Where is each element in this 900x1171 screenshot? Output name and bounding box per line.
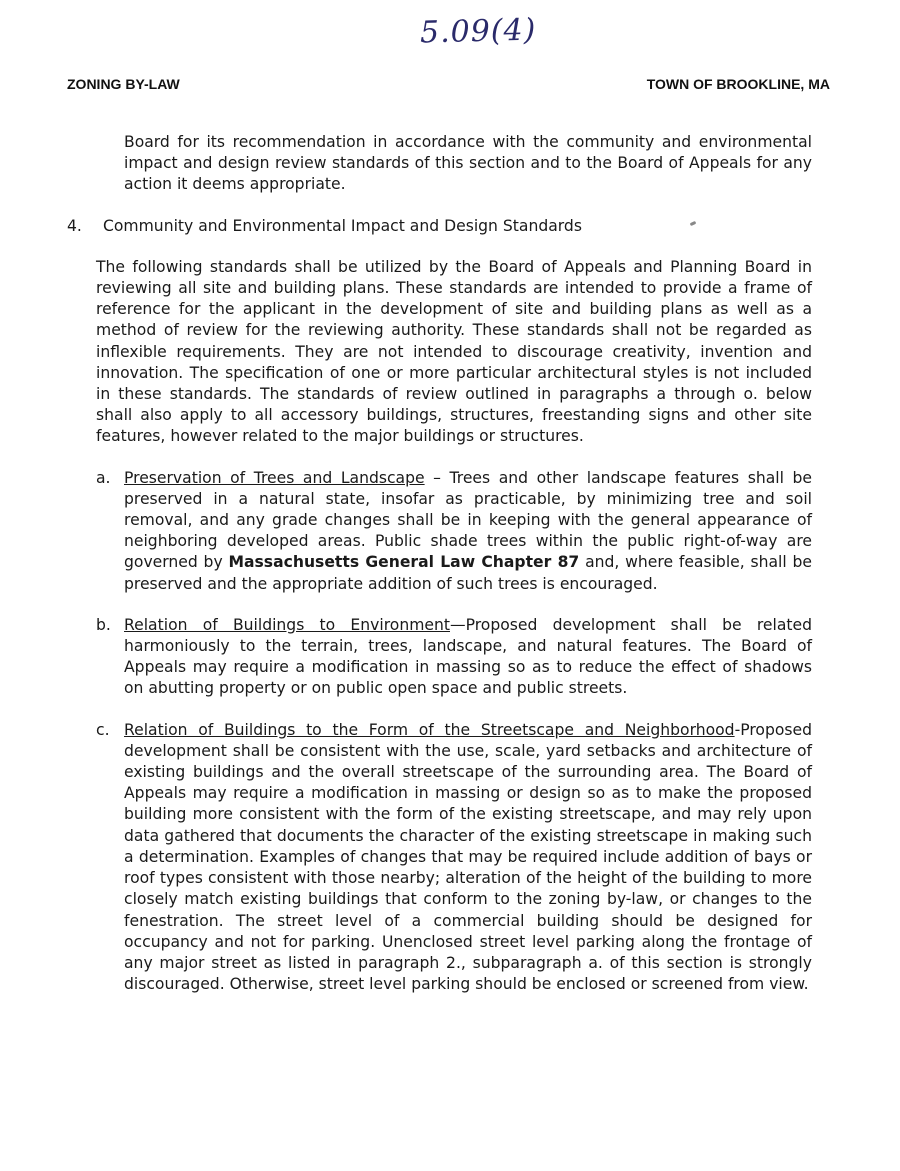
item-text (124, 720, 812, 996)
item-text (124, 615, 812, 700)
intro-continuation-paragraph: Board for its recommendation in accordance with the community and environmental impact and design review standards of this section and to the Board of Appeals for any action it deems appropriate. (124, 133, 812, 194)
list-item (96, 615, 812, 700)
item-letter: b. (96, 615, 111, 634)
document-body (0, 132, 900, 995)
item-text (124, 468, 812, 595)
item-body-before: – Trees and other landscape features shall be preserved in a natural state, insofar as practicable, by minimizing tree and soil removal, and any grade changes shall be in keeping with the general appearance of neighboring developed areas. Public shade trees within the public right-of-way are governed by (124, 468, 812, 572)
section-heading (67, 216, 812, 237)
header-title-right: TOWN OF BROOKLINE, MA (646, 76, 830, 92)
handwritten-section-note: 5.09(4) (419, 12, 537, 51)
section-body-paragraph: The following standards shall be utilized by the Board of Appeals and Planning Board in reviewing all site and building plans. These standards are intended to provide a frame of reference for the applicant in the development of site and building plans as well as a method of review for the reviewing authority. These standards shall not be regarded as inflexible requirements. They are not intended to discourage creativity, invention and innovation. The specification of one or more particular architectural styles is not included in these standards. The standards of review outlined in paragraphs a through o. below shall also apply to all accessory buildings, structures, freestanding signs and other site features, however related to the major buildings or structures. (96, 257, 812, 446)
section-number: 4. (67, 216, 82, 235)
item-title: Relation of Buildings to the Form of the Streetscape and Neighborhood (124, 720, 735, 739)
section-title: Community and Environmental Impact and Design Standards (103, 216, 582, 235)
item-body: -Proposed development shall be consistent with the use, scale, yard setbacks and architecture of existing buildings and the overall streetscape of the surrounding area. The Board of Appeals may require a modification in massing or design so as to make the proposed building more consistent with the form of the existing streetscape, and may rely upon data gathered that documents the character of the existing streetscape in making such a determination. Examples of changes that may be required include addition of bays or roof types consistent with those nearby; alteration of the height of the building to more closely match existing buildings that conform to the zoning by-law, or changes to the fenestration. The street level of a commercial building should be designed for occupancy and not for parking. Unenclosed street level parking along the frontage of any major street as listed in paragraph 2., subparagraph a. of this section is strongly discouraged. Otherwise, street level parking should be enclosed or screened from view. (124, 720, 812, 994)
list-item (96, 468, 812, 595)
header-title-left: ZONING BY-LAW (67, 76, 180, 92)
item-body-after: and, where feasible, shall be preserved and the appropriate addition of such trees is encouraged. (124, 553, 812, 593)
list-item (96, 720, 812, 996)
item-body-bold: Massachusetts General Law Chapter 87 (228, 553, 580, 572)
item-letter: c. (96, 720, 110, 739)
item-title: Preservation of Trees and Landscape (124, 468, 425, 487)
item-title: Relation of Buildings to Environment (124, 615, 450, 634)
item-body: —Proposed development shall be related harmoniously to the terrain, trees, landscape, and natural features. The Board of Appeals may require a modification in massing so as to reduce the effect of shadows on abutting property or on public open space and public streets. (124, 615, 812, 698)
item-letter: a. (96, 468, 111, 487)
